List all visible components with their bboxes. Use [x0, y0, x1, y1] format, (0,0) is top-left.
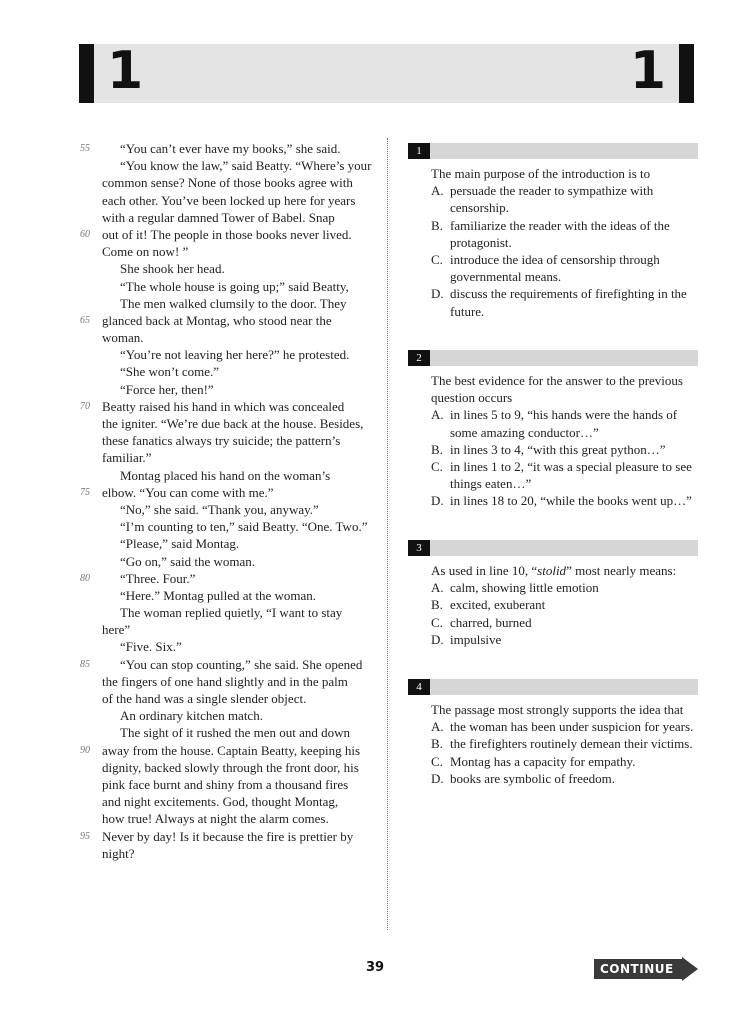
passage-line — [80, 656, 370, 673]
reading-passage — [80, 140, 370, 862]
passage-text: night? — [102, 845, 135, 861]
option-text: the firefighters routinely demean their victims. — [450, 736, 693, 752]
passage-text: and night excitements. God, thought Montag, — [102, 794, 339, 810]
stem-italic-word: stolid — [537, 563, 567, 578]
passage-line — [80, 707, 370, 724]
option-text: familiarize the reader with the ideas of the protagonist. — [450, 217, 670, 250]
passage-text: common sense? None of those books agree with — [102, 175, 353, 191]
passage-text: The woman replied quietly, “I want to stay — [120, 605, 343, 621]
option-text: calm, showing little emotion — [450, 580, 599, 596]
passage-text: “You can’t ever have my books,” she said. — [120, 141, 341, 156]
passage-line — [80, 759, 370, 776]
answer-option-d[interactable] — [431, 770, 698, 787]
answer-option-b[interactable] — [431, 441, 698, 458]
passage-line — [80, 570, 370, 587]
option-text: in lines 1 to 2, “it was a special pleasure to see things eaten…” — [450, 459, 692, 492]
passage-line — [80, 828, 370, 845]
passage-text: “Five. Six.” — [120, 639, 182, 655]
option-letter: C. — [431, 252, 443, 268]
question-number: 3 — [408, 540, 430, 556]
passage-line — [80, 295, 370, 312]
passage-line — [80, 432, 370, 449]
answer-option-b[interactable] — [431, 217, 698, 251]
stem-text: As used in line 10, “ — [431, 563, 538, 578]
answer-option-c[interactable] — [431, 614, 698, 631]
passage-line — [80, 329, 370, 346]
passage-line — [80, 484, 370, 501]
passage-text: glanced back at Montag, who stood near the — [102, 312, 332, 328]
question-3 — [408, 540, 698, 648]
answer-option-d[interactable] — [431, 285, 698, 319]
question-1 — [408, 143, 698, 320]
passage-text: with a regular damned Tower of Babel. Snap — [102, 209, 335, 225]
header-left-bar — [79, 44, 94, 103]
passage-text: She shook her head. — [120, 261, 225, 277]
option-letter: D. — [431, 493, 444, 509]
passage-text: here” — [102, 622, 131, 638]
option-letter: A. — [431, 183, 444, 199]
passage-line — [80, 845, 370, 862]
passage-text: the fingers of one hand slightly and in the palm — [102, 673, 348, 689]
passage-text: pink face burnt and shiny from a thousand fires — [102, 776, 349, 792]
passage-line — [80, 449, 370, 466]
option-letter: A. — [431, 580, 444, 596]
passage-text: Beatty raised his hand in which was concealed — [102, 398, 345, 414]
question-number: 1 — [408, 143, 430, 159]
passage-line — [80, 209, 370, 226]
passage-line — [80, 673, 370, 690]
passage-text: how true! Always at night the alarm comes. — [102, 811, 329, 827]
passage-text: “Here.” Montag pulled at the woman. — [120, 587, 317, 603]
passage-text: elbow. “You can come with me.” — [102, 484, 274, 500]
passage-text: “I’m counting to ten,” said Beatty. “One. Two.” — [120, 519, 368, 535]
passage-text: “No,” she said. “Thank you, anyway.” — [120, 501, 319, 517]
question-stem — [431, 562, 698, 579]
passage-line — [80, 604, 370, 621]
answer-option-c[interactable] — [431, 251, 698, 285]
line-number: 75 — [80, 486, 90, 498]
passage-text: “You can stop counting,” she said. She opened — [120, 656, 363, 672]
passage-text: An ordinary kitchen match. — [120, 708, 263, 724]
passage-text: away from the house. Captain Beatty, keeping his — [102, 742, 361, 758]
passage-line — [80, 535, 370, 552]
option-letter: B. — [431, 736, 443, 752]
question-header-bar — [408, 540, 698, 556]
question-number: 4 — [408, 679, 430, 695]
answer-option-d[interactable] — [431, 492, 698, 509]
question-header-bar — [408, 350, 698, 366]
option-text: in lines 5 to 9, “his hands were the hands of some amazing conductor…” — [450, 407, 678, 440]
passage-text: “You’re not leaving her here?” he protested. — [120, 347, 350, 363]
passage-line — [80, 157, 370, 174]
option-text: Montag has a capacity for empathy. — [450, 753, 636, 769]
passage-text: “She won’t come.” — [120, 364, 220, 380]
line-number: 65 — [80, 314, 90, 326]
answer-options — [431, 406, 698, 509]
answer-option-c[interactable] — [431, 753, 698, 770]
line-number: 80 — [80, 572, 90, 584]
passage-text: these fanatics always try suicide; the pattern’s — [102, 433, 341, 449]
passage-text: The men walked clumsily to the door. They — [120, 295, 347, 311]
section-number-left: 1 — [107, 41, 144, 101]
passage-text: The sight of it rushed the men out and down — [120, 725, 350, 741]
question-stem: The main purpose of the introduction is to — [431, 166, 651, 181]
answer-option-b[interactable] — [431, 596, 698, 613]
passage-line — [80, 174, 370, 191]
passage-text: familiar.” — [102, 450, 152, 466]
question-stem: The best evidence for the answer to the previous question occurs — [431, 373, 683, 406]
option-letter: D. — [431, 286, 444, 302]
passage-text: out of it! The people in those books never lived. — [102, 226, 352, 242]
passage-text: the igniter. “We’re due back at the house. Besides, — [102, 416, 364, 431]
passage-text: “Three. Four.” — [120, 570, 196, 586]
passage-text: “Please,” said Montag. — [120, 536, 240, 552]
passage-line — [80, 776, 370, 793]
option-text: charred, burned — [450, 614, 532, 630]
option-text: introduce the idea of censorship through governmental means. — [450, 252, 660, 285]
option-letter: B. — [431, 597, 443, 613]
passage-text: woman. — [102, 330, 144, 346]
column-divider — [387, 138, 388, 930]
passage-text: dignity, backed slowly through the front door, his — [102, 759, 359, 775]
passage-line — [80, 140, 370, 157]
answer-option-c[interactable] — [431, 458, 698, 492]
line-number: 55 — [80, 143, 90, 154]
option-text: excited, exuberant — [450, 597, 546, 613]
answer-option-a[interactable] — [431, 718, 698, 735]
option-text: in lines 18 to 20, “while the books went up…” — [450, 493, 692, 509]
passage-text: Come on now! ” — [102, 244, 189, 260]
line-number: 60 — [80, 228, 90, 240]
option-text: the woman has been under suspicion for years. — [450, 719, 694, 735]
passage-text: “Force her, then!” — [120, 381, 214, 397]
page-number: 39 — [365, 960, 385, 975]
passage-line — [80, 260, 370, 277]
option-letter: C. — [431, 614, 443, 630]
passage-line — [80, 587, 370, 604]
question-2 — [408, 350, 698, 510]
line-number: 95 — [80, 830, 90, 842]
passage-line — [80, 363, 370, 380]
passage-line — [80, 243, 370, 260]
passage-text: “Go on,” said the woman. — [120, 553, 256, 569]
question-number: 2 — [408, 350, 430, 366]
question-4 — [408, 679, 698, 787]
passage-line — [80, 742, 370, 759]
passage-line — [80, 638, 370, 655]
question-stem: The passage most strongly supports the idea that — [431, 702, 684, 717]
option-text: books are symbolic of freedom. — [450, 770, 615, 786]
passage-line — [80, 415, 370, 432]
passage-line — [80, 793, 370, 810]
passage-line — [80, 621, 370, 638]
option-letter: B. — [431, 441, 443, 457]
passage-line — [80, 690, 370, 707]
passage-line — [80, 312, 370, 329]
passage-line — [80, 398, 370, 415]
passage-line — [80, 810, 370, 827]
passage-line — [80, 518, 370, 535]
passage-line — [80, 226, 370, 243]
answer-options — [431, 182, 698, 320]
passage-text: of the hand was a single slender object. — [102, 691, 307, 706]
question-header-bar — [408, 143, 698, 159]
passage-line — [80, 553, 370, 570]
section-header — [79, 41, 694, 103]
answer-option-a[interactable] — [431, 579, 698, 596]
line-number: 85 — [80, 658, 90, 670]
option-letter: C. — [431, 753, 443, 769]
passage-text: Montag placed his hand on the woman’s — [120, 467, 331, 483]
passage-line — [80, 724, 370, 741]
answer-option-d[interactable] — [431, 631, 698, 648]
header-right-bar — [679, 44, 694, 103]
passage-text: “The whole house is going up;” said Beatty, — [120, 278, 349, 294]
answer-option-a[interactable] — [431, 182, 698, 216]
passage-line — [80, 192, 370, 209]
passage-text: each other. You’ve been locked up here for years — [102, 192, 356, 208]
passage-line — [80, 381, 370, 398]
line-number: 70 — [80, 400, 90, 412]
continue-label: CONTINUE — [600, 962, 674, 976]
answer-options — [431, 718, 698, 787]
option-letter: B. — [431, 217, 443, 233]
option-letter: D. — [431, 631, 444, 647]
answer-options — [431, 579, 698, 648]
option-text: discuss the requirements of firefighting in the future. — [450, 286, 687, 319]
option-letter: A. — [431, 719, 444, 735]
line-number: 90 — [80, 744, 90, 756]
section-number-right: 1 — [629, 41, 666, 101]
passage-line — [80, 467, 370, 484]
option-letter: A. — [431, 407, 444, 423]
answer-option-b[interactable] — [431, 735, 698, 752]
option-letter: D. — [431, 770, 444, 786]
option-text: persuade the reader to sympathize with censorship. — [450, 183, 654, 216]
passage-line — [80, 501, 370, 518]
answer-option-a[interactable] — [431, 406, 698, 440]
passage-line — [80, 278, 370, 295]
passage-text: “You know the law,” said Beatty. “Where’s your — [120, 158, 372, 174]
option-letter: C. — [431, 459, 443, 475]
stem-text: ” most nearly means: — [566, 563, 677, 578]
option-text: in lines 3 to 4, “with this great python…” — [450, 441, 666, 457]
question-header-bar — [408, 679, 698, 695]
passage-text: Never by day! Is it because the fire is prettier by — [102, 828, 354, 844]
option-text: impulsive — [450, 631, 502, 647]
continue-button[interactable] — [594, 957, 698, 981]
passage-line — [80, 346, 370, 363]
